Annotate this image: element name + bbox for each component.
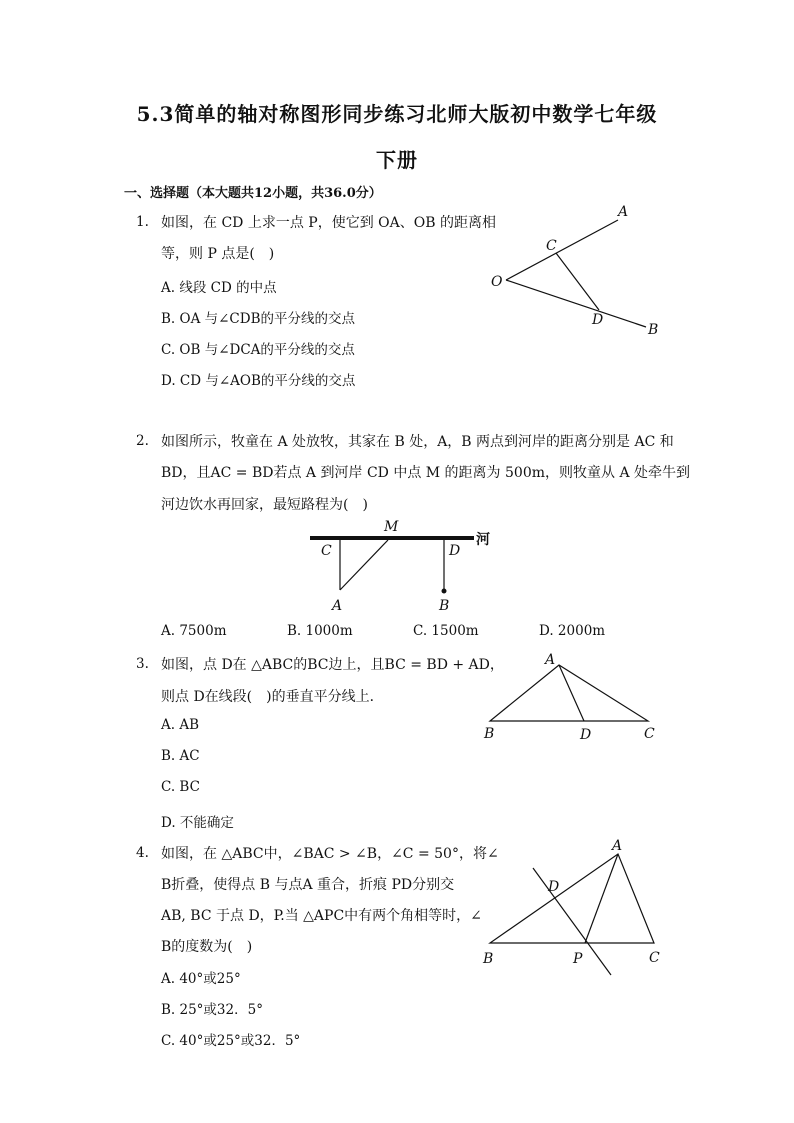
- label-a: A: [612, 838, 623, 854]
- question-1-option-b[interactable]: B. OA 与∠CDB的平分线的交点: [161, 311, 355, 327]
- label-a: A: [618, 204, 629, 220]
- ray-ob: [506, 280, 646, 327]
- question-4-option-c[interactable]: C. 40°或25°或32．5°: [161, 1033, 301, 1049]
- ray-oa: [506, 220, 618, 280]
- question-2-option-c[interactable]: C. 1500m: [413, 623, 479, 639]
- label-b: B: [439, 598, 450, 614]
- question-2-option-b[interactable]: B. 1000m: [287, 623, 353, 639]
- question-1-option-d[interactable]: D. CD 与∠AOB的平分线的交点: [161, 373, 356, 389]
- segment-ap: [585, 854, 618, 943]
- triangle-abc: [490, 665, 648, 721]
- label-p: P: [573, 951, 583, 967]
- question-3-figure: [480, 648, 670, 748]
- label-d: D: [449, 543, 461, 559]
- question-3-option-d[interactable]: D. 不能确定: [161, 815, 234, 831]
- label-c: C: [649, 950, 660, 966]
- question-2-figure: [300, 515, 500, 620]
- question-2-number: 2.: [136, 433, 149, 449]
- segment-am: [340, 540, 388, 590]
- label-a: A: [545, 652, 556, 668]
- question-2-line-3: 河边饮水再回家，最短路程为( ): [161, 497, 368, 513]
- point-b: [442, 589, 447, 594]
- question-3-line-1: 如图，点 D在 △ABC的BC边上，且BC = BD + AD，: [161, 657, 504, 673]
- question-4-line-3: AB, BC 于点 D，P.当 △APC中有两个角相等时，∠: [161, 908, 482, 924]
- river-bank: [310, 536, 474, 540]
- segment-cd: [556, 253, 599, 310]
- label-b: B: [484, 726, 495, 742]
- question-1-line-1: 如图，在 CD 上求一点 P，使它到 OA、OB 的距离相: [161, 215, 496, 231]
- question-3-option-b[interactable]: B. AC: [161, 748, 200, 764]
- question-3-option-c[interactable]: C. BC: [161, 779, 200, 795]
- question-1-figure: [486, 200, 666, 340]
- label-d: D: [592, 312, 604, 328]
- label-a: A: [332, 598, 343, 614]
- question-2-line-1: 如图所示，牧童在 A 处放牧，其家在 B 处，A，B 两点到河岸的距离分别是 AC 和: [161, 434, 674, 450]
- page-title-line2: 下册: [376, 148, 418, 172]
- question-3-option-a[interactable]: A. AB: [161, 717, 200, 733]
- question-4-line-4: B的度数为( ): [161, 939, 253, 955]
- label-c: C: [546, 238, 557, 254]
- label-d: D: [548, 879, 560, 895]
- question-4-option-b[interactable]: B. 25°或32．5°: [161, 1002, 263, 1018]
- question-3-line-2: 则点 D在线段( )的垂直平分线上．: [161, 689, 384, 705]
- question-1-option-c[interactable]: C. OB 与∠DCA的平分线的交点: [161, 342, 355, 358]
- label-b: B: [483, 951, 494, 967]
- triangle-abc: [490, 854, 654, 943]
- label-m: M: [384, 519, 399, 535]
- question-3-number: 3.: [136, 656, 149, 672]
- question-2-option-a[interactable]: A. 7500m: [161, 623, 227, 639]
- question-2-line-2: BD，且AC = BD若点 A 到河岸 CD 中点 M 的距离为 500m，则牧童从 A 处牵牛到: [161, 465, 691, 481]
- fold-line-pd: [533, 868, 611, 975]
- question-1-number: 1.: [136, 214, 149, 230]
- question-4-line-2: B折叠，使得点 B 与点A 重合，折痕 PD分别交: [161, 877, 455, 893]
- question-4-option-a[interactable]: A. 40°或25°: [161, 971, 241, 987]
- question-4-line-1: 如图，在 △ABC中，∠BAC > ∠B，∠C = 50°，将∠: [161, 846, 499, 862]
- page-title: 5.3简单的轴对称图形同步练习北师大版初中数学七年级: [136, 102, 658, 126]
- question-4-figure: [478, 830, 678, 980]
- question-1-option-a[interactable]: A. 线段 CD 的中点: [161, 280, 277, 296]
- label-o: O: [491, 274, 503, 290]
- section-heading: 一、选择题（本大题共12小题，共36.0分）: [124, 186, 382, 201]
- label-c: C: [644, 726, 655, 742]
- label-river: 河: [476, 532, 490, 548]
- question-1-line-2: 等，则 P 点是( ): [161, 246, 275, 262]
- question-2-option-d[interactable]: D. 2000m: [539, 623, 606, 639]
- label-c: C: [321, 543, 332, 559]
- label-d: D: [580, 727, 592, 743]
- label-b: B: [648, 322, 659, 338]
- question-4-number: 4.: [136, 845, 149, 861]
